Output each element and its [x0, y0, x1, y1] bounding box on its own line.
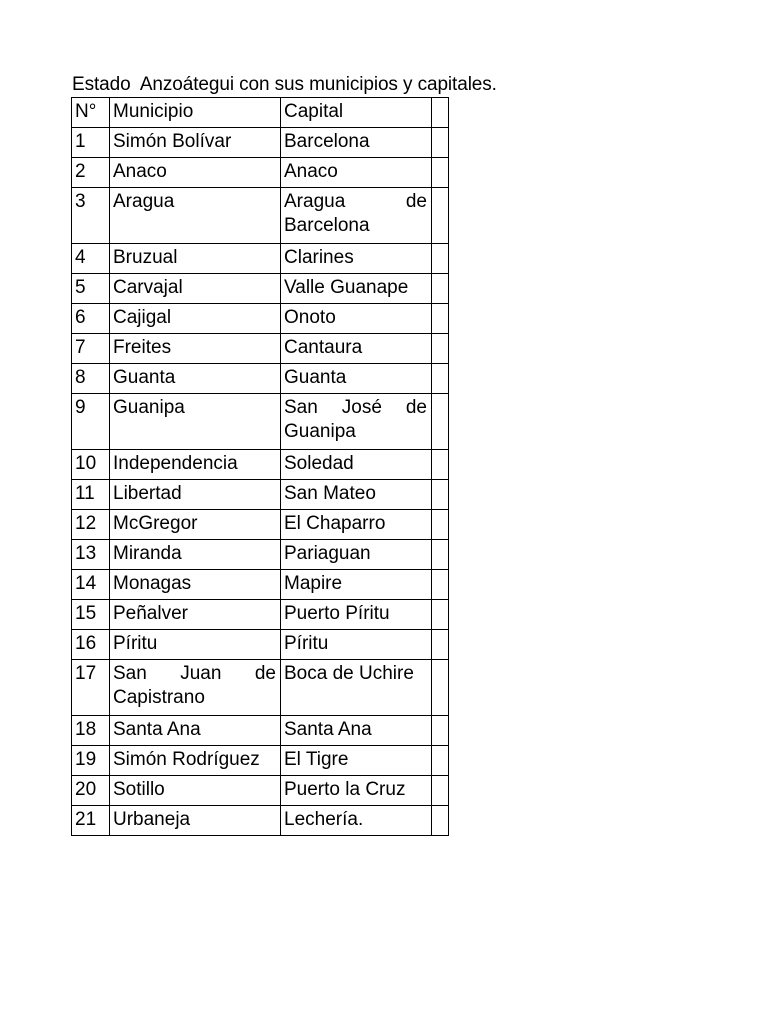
row-number: 7	[72, 334, 110, 364]
header-capital: Capital	[281, 98, 432, 128]
row-empty-cell	[432, 364, 449, 394]
table-row	[72, 540, 449, 570]
table-row	[72, 450, 449, 480]
row-number: 15	[72, 600, 110, 630]
row-capital: Valle Guanape	[281, 274, 432, 304]
row-empty-cell	[432, 746, 449, 776]
row-number: 19	[72, 746, 110, 776]
row-capital: Onoto	[281, 304, 432, 334]
row-capital: Barcelona	[281, 128, 432, 158]
row-empty-cell	[432, 334, 449, 364]
row-capital: Pariaguan	[281, 540, 432, 570]
table-row	[72, 304, 449, 334]
row-municipality: Peñalver	[110, 600, 281, 630]
table-row	[72, 394, 449, 450]
row-municipality: Anaco	[110, 158, 281, 188]
table-row	[72, 746, 449, 776]
row-number: 3	[72, 188, 110, 244]
table-row	[72, 630, 449, 660]
row-number: 21	[72, 806, 110, 836]
row-empty-cell	[432, 304, 449, 334]
row-number: 13	[72, 540, 110, 570]
row-empty-cell	[432, 158, 449, 188]
row-number: 9	[72, 394, 110, 450]
row-empty-cell	[432, 394, 449, 450]
row-capital: Lechería.	[281, 806, 432, 836]
row-capital: Cantaura	[281, 334, 432, 364]
header-municipality: Municipio	[110, 98, 281, 128]
row-empty-cell	[432, 128, 449, 158]
row-municipality: Aragua	[110, 188, 281, 244]
row-number: 18	[72, 716, 110, 746]
row-empty-cell	[432, 480, 449, 510]
table-row	[72, 244, 449, 274]
row-municipality: Urbaneja	[110, 806, 281, 836]
table-row	[72, 660, 449, 716]
row-capital: Santa Ana	[281, 716, 432, 746]
table-row	[72, 510, 449, 540]
row-capital: Aragua de Barcelona	[281, 188, 432, 244]
row-empty-cell	[432, 540, 449, 570]
row-municipality: Freites	[110, 334, 281, 364]
row-municipality: Simón Rodríguez	[110, 746, 281, 776]
row-capital: Anaco	[281, 158, 432, 188]
row-number: 4	[72, 244, 110, 274]
row-municipality: Sotillo	[110, 776, 281, 806]
row-capital: San José de Guanipa	[281, 394, 432, 450]
row-number: 16	[72, 630, 110, 660]
row-municipality: Santa Ana	[110, 716, 281, 746]
row-municipality: Píritu	[110, 630, 281, 660]
row-capital: Boca de Uchire	[281, 660, 432, 716]
row-municipality: Cajigal	[110, 304, 281, 334]
row-capital: Puerto la Cruz	[281, 776, 432, 806]
row-empty-cell	[432, 510, 449, 540]
header-number: N°	[72, 98, 110, 128]
row-municipality: Miranda	[110, 540, 281, 570]
row-empty-cell	[432, 570, 449, 600]
row-municipality: Monagas	[110, 570, 281, 600]
row-number: 17	[72, 660, 110, 716]
row-empty-cell	[432, 716, 449, 746]
table-row	[72, 716, 449, 746]
row-empty-cell	[432, 274, 449, 304]
table-row	[72, 188, 449, 244]
row-municipality: McGregor	[110, 510, 281, 540]
row-capital: Clarines	[281, 244, 432, 274]
row-number: 20	[72, 776, 110, 806]
table-header-row	[72, 98, 449, 128]
table-row	[72, 806, 449, 836]
row-number: 11	[72, 480, 110, 510]
table-row	[72, 776, 449, 806]
row-number: 5	[72, 274, 110, 304]
row-number: 2	[72, 158, 110, 188]
row-municipality: San Juan de Capistrano	[110, 660, 281, 716]
row-municipality: Independencia	[110, 450, 281, 480]
row-municipality: Simón Bolívar	[110, 128, 281, 158]
row-empty-cell	[432, 806, 449, 836]
table-row	[72, 600, 449, 630]
row-capital: Puerto Píritu	[281, 600, 432, 630]
table-row	[72, 274, 449, 304]
row-number: 12	[72, 510, 110, 540]
row-empty-cell	[432, 188, 449, 244]
row-number: 6	[72, 304, 110, 334]
table-row	[72, 128, 449, 158]
row-capital: Mapire	[281, 570, 432, 600]
table-body	[72, 98, 449, 836]
table-row	[72, 158, 449, 188]
row-empty-cell	[432, 660, 449, 716]
header-empty-cell	[432, 98, 449, 128]
row-capital: Guanta	[281, 364, 432, 394]
row-number: 1	[72, 128, 110, 158]
row-number: 10	[72, 450, 110, 480]
row-capital: Píritu	[281, 630, 432, 660]
row-capital: Soledad	[281, 450, 432, 480]
table-row	[72, 480, 449, 510]
row-municipality: Guanipa	[110, 394, 281, 450]
row-empty-cell	[432, 600, 449, 630]
document-title: Estado Anzoátegui con sus municipios y capitales.	[72, 74, 497, 95]
row-capital: El Chaparro	[281, 510, 432, 540]
row-municipality: Libertad	[110, 480, 281, 510]
row-empty-cell	[432, 776, 449, 806]
municipalities-table	[71, 97, 449, 836]
row-empty-cell	[432, 630, 449, 660]
row-capital: San Mateo	[281, 480, 432, 510]
row-municipality: Carvajal	[110, 274, 281, 304]
row-municipality: Guanta	[110, 364, 281, 394]
row-capital: El Tigre	[281, 746, 432, 776]
row-empty-cell	[432, 450, 449, 480]
row-empty-cell	[432, 244, 449, 274]
row-municipality: Bruzual	[110, 244, 281, 274]
table-row	[72, 570, 449, 600]
row-number: 8	[72, 364, 110, 394]
row-number: 14	[72, 570, 110, 600]
table-row	[72, 364, 449, 394]
table-row	[72, 334, 449, 364]
